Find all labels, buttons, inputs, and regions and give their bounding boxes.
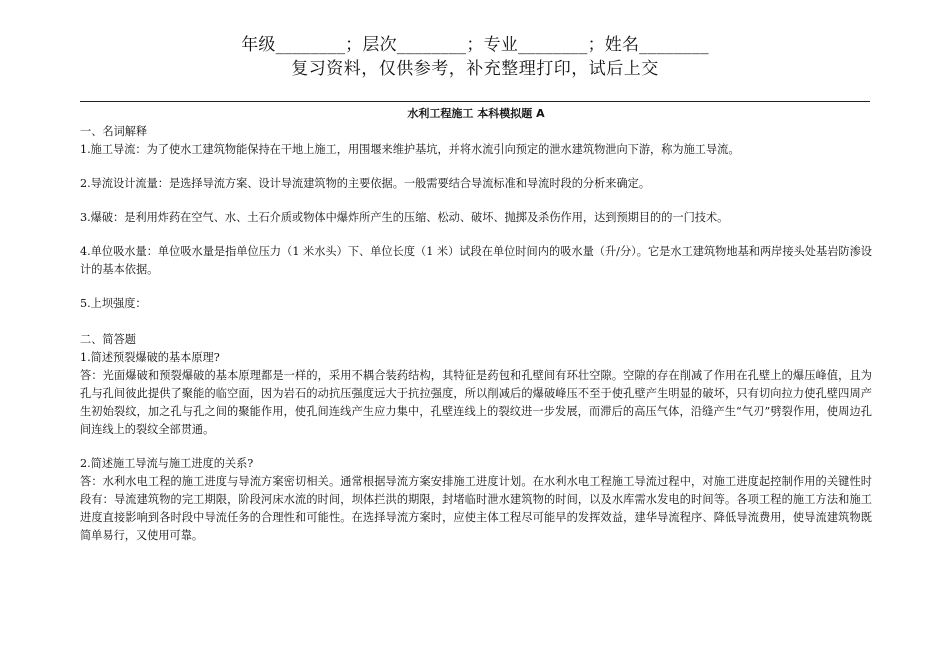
answer-2: 答：水利水电工程的施工进度与导流方案密切相关。通常根据导流方案安排施工进度计划。在水利水电工程施工导流过程中，对施工进度起控制作用的关键性时段有：导流建筑物的完工期限，阶段河床水流的时间，坝体拦洪的期限，封堵临时泄水建筑物的时间，以及水库需水发电的时间等。各项工程的施工方法和施工进度直接影响到各时段中导流任务的合理性和可能性。在选择导流方案时，应使主体工程尽可能早的发挥效益，建华导流程序、降低导流费用，使导流建筑物既简单易行，又使用可靠。	[80, 475, 872, 542]
student-info-line: 年级________；层次________；专业________；姓名________	[241, 35, 709, 55]
term-item-5: 5.上坝强度：	[80, 297, 147, 310]
spacer	[80, 279, 872, 295]
document-title: 水利工程施工 本科模拟题 A	[407, 107, 545, 120]
spacer	[80, 227, 872, 243]
spacer	[80, 439, 872, 455]
spacer	[80, 313, 872, 331]
term-item-1: 1.施工导流：为了使水工建筑物能保持在干地上施工，用围堰来维护基坑，并将水流引向预定的泄水建筑物泄向下游，称为施工导流。	[80, 143, 740, 156]
section-heading-questions: 二、简答题	[80, 333, 136, 346]
document-body	[80, 105, 872, 545]
term-item-3: 3.爆破：是利用炸药在空气、水、土石介质或物体中爆炸所产生的压缩、松动、破坏、抛掷及杀伤作用，达到预期目的的一门技术。	[80, 211, 729, 224]
question-1: 1.简述预裂爆破的基本原理?	[80, 351, 220, 364]
answer-1: 答：光面爆破和预裂爆破的基本原理都是一样的，采用不耦合装药结构，其特征是药包和孔壁间有环壮空隙。空隙的存在削减了作用在孔壁上的爆压峰值，且为孔与孔间彼此提供了聚能的临空面，因为岩石的动抗压强度远大于抗拉强度，所以削减后的爆破峰压不至于使孔壁产生明显的破坏，只有切向拉力使孔壁四周产生初始裂纹，加之孔与孔之间的聚能作用，使孔间连线产生应力集中，孔壁连线上的裂纹进一步发展，而滞后的高压气体，沿缝产生“气刃”劈裂作用，使周边孔间连线上的裂纹全部贯通。	[80, 369, 872, 436]
term-item-2: 2.导流设计流量：是选择导流方案、设计导流建筑物的主要依据。一般需要结合导流标准和导流时段的分析来确定。	[80, 177, 651, 190]
spacer	[80, 193, 872, 209]
instruction-line: 复习资料，仅供参考，补充整理打印，试后上交	[291, 59, 659, 79]
section-heading-terms: 一、名词解释	[80, 125, 148, 138]
term-item-4: 4.单位吸水量：单位吸水量是指单位压力（1 米水头）下、单位长度（1 米）试段在单位时间内的吸水量（升/分）。它是水工建筑物地基和两岸接头处基岩防渗设计的基本依据。	[80, 245, 872, 276]
spacer	[80, 159, 872, 175]
header-divider	[80, 101, 870, 102]
question-2: 2.简述施工导流与施工进度的关系?	[80, 457, 254, 470]
